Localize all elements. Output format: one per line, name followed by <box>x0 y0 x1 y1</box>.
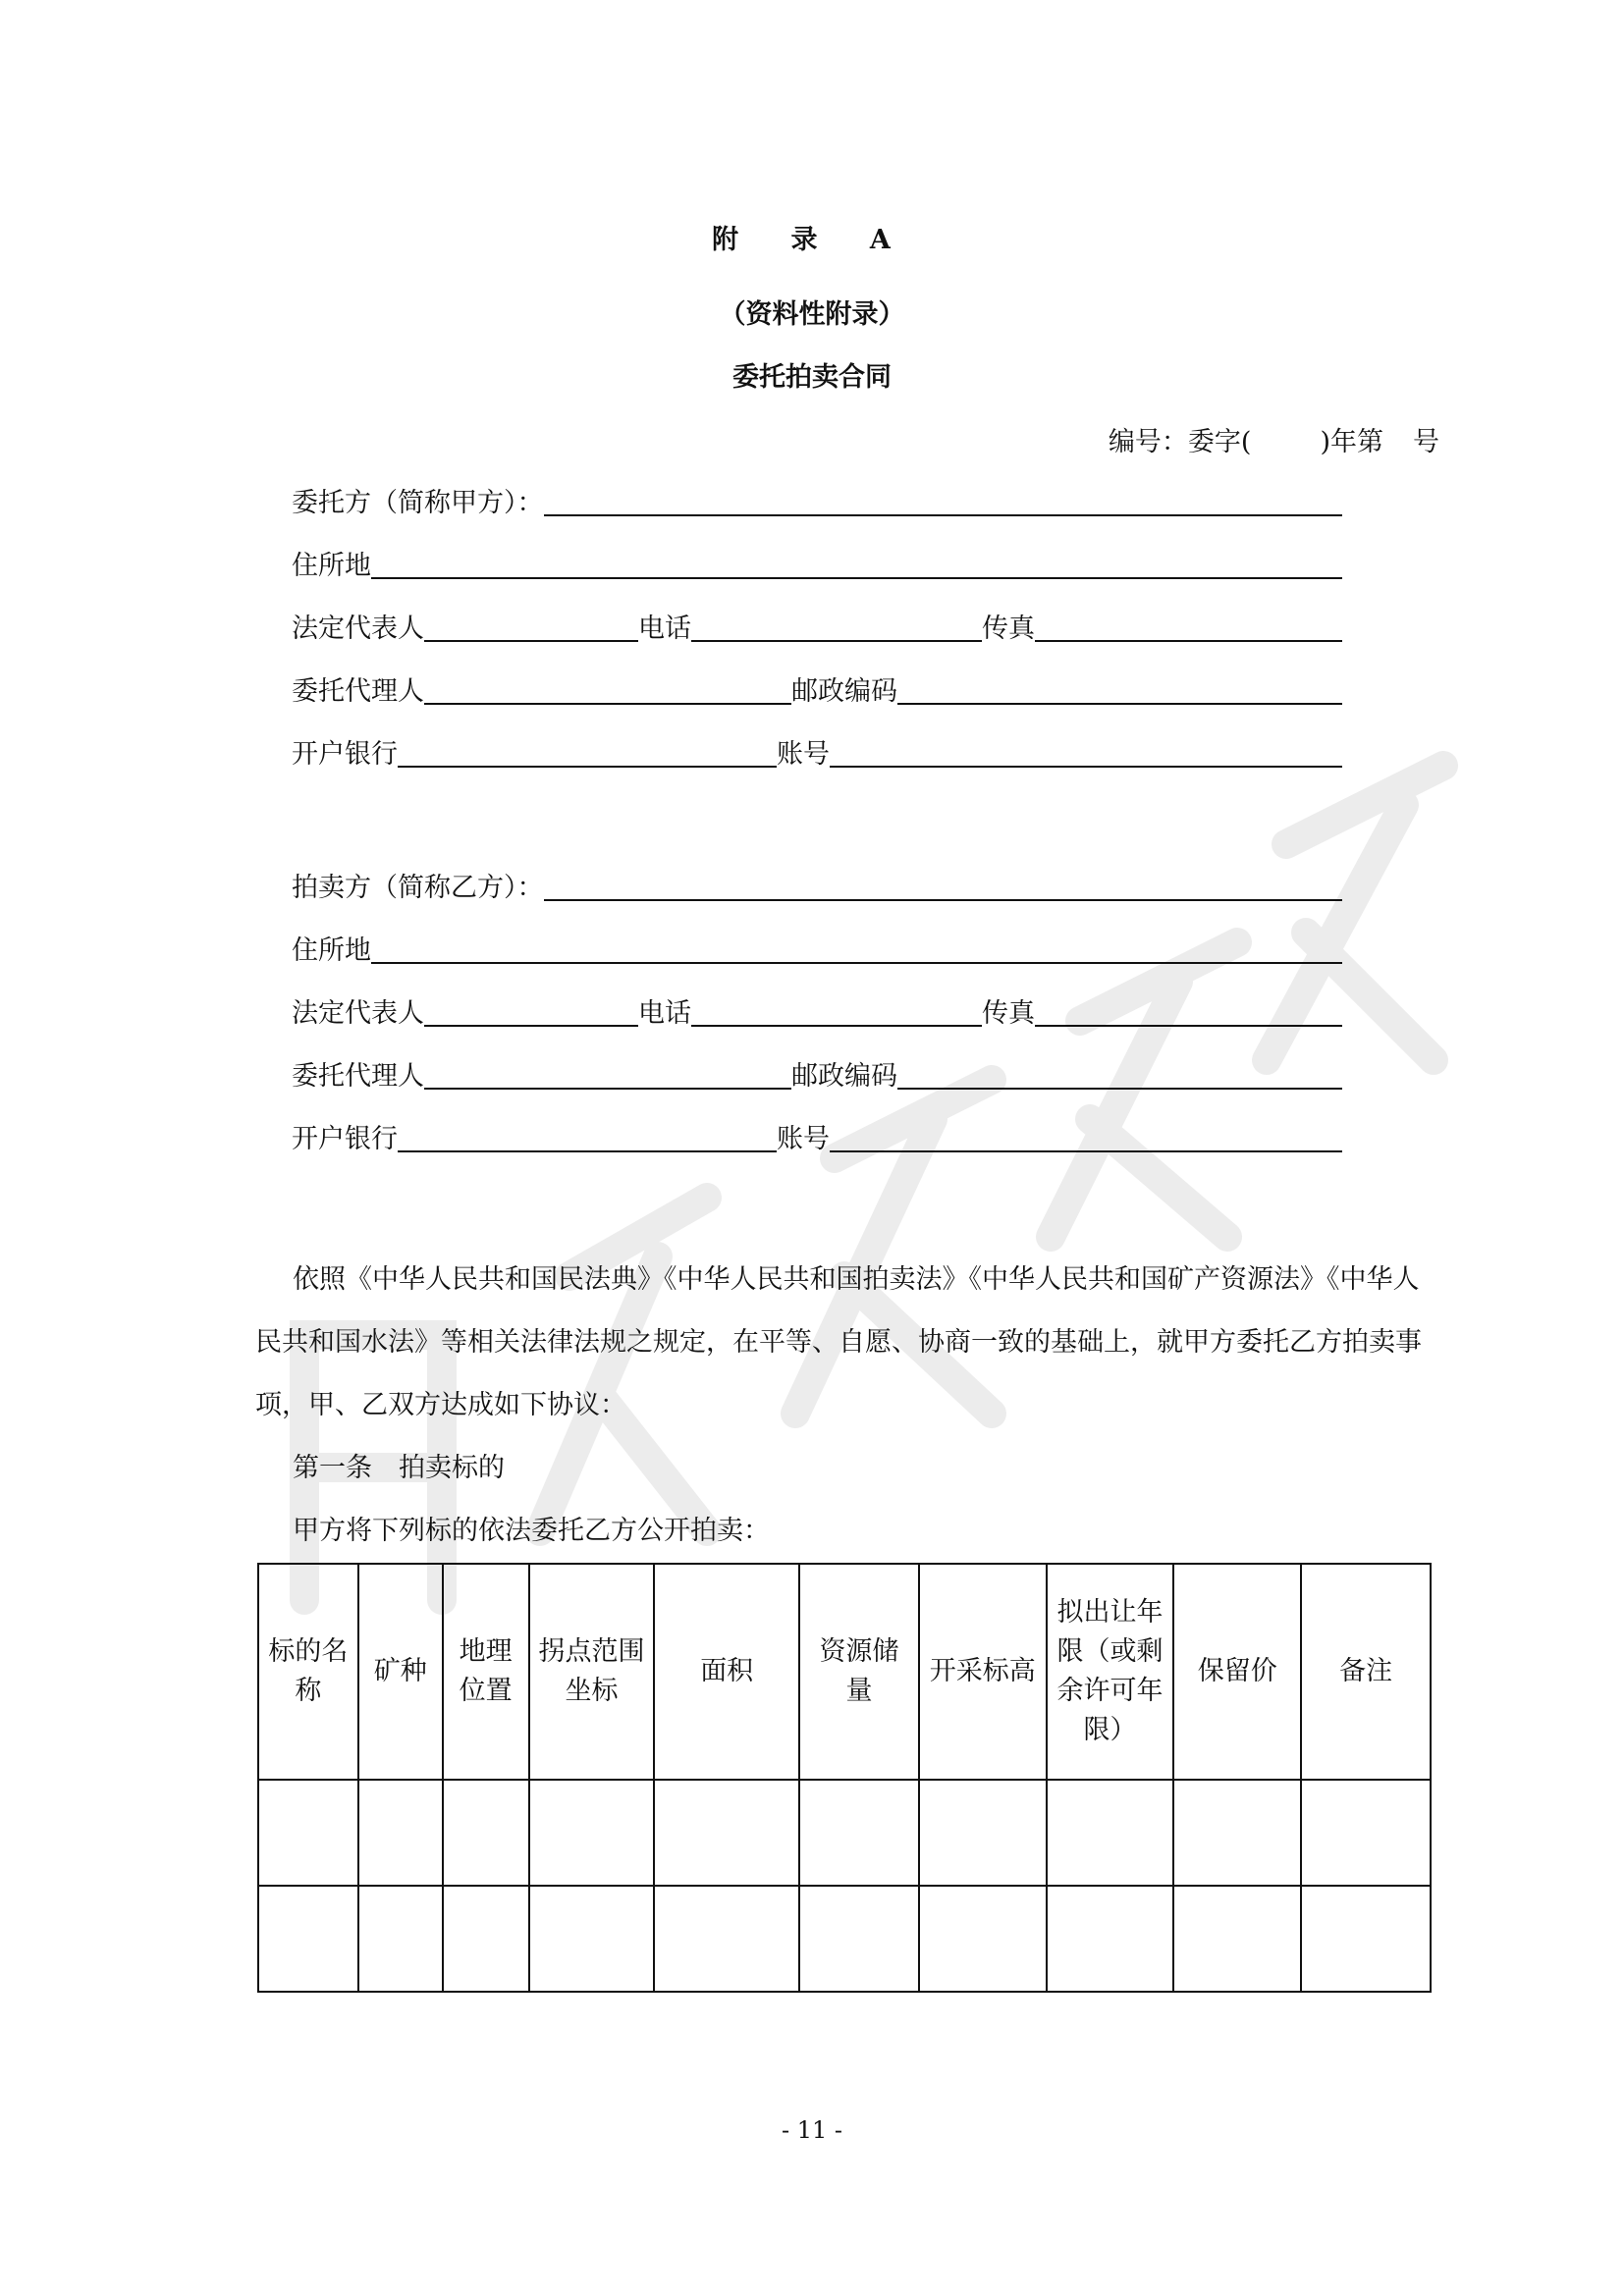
party-b-postcode-field[interactable] <box>897 1058 1342 1090</box>
col-header-coordinates: 拐点范围坐标 <box>529 1564 655 1780</box>
col-header-item-name: 标的名称 <box>258 1564 358 1780</box>
party-a-account-label: 账号 <box>777 739 830 770</box>
party-b-agent-label: 委托代理人 <box>292 1061 424 1092</box>
table-cell[interactable] <box>654 1780 799 1886</box>
appendix-heading: 附 录 A <box>712 225 912 255</box>
party-a-postcode-label: 邮政编码 <box>791 676 897 707</box>
party-b-bank-label: 开户银行 <box>292 1124 398 1154</box>
party-b-address-label: 住所地 <box>292 935 371 966</box>
party-a-fax-label: 传真 <box>982 614 1035 644</box>
table-cell[interactable] <box>1047 1780 1174 1886</box>
party-b-phone-field[interactable] <box>691 995 982 1027</box>
table-header-row <box>258 1564 1431 1780</box>
table-row <box>258 1780 1431 1886</box>
col-header-reserve-price: 保留价 <box>1173 1564 1301 1780</box>
party-a-account-field[interactable] <box>830 736 1342 768</box>
table-cell[interactable] <box>919 1886 1047 1992</box>
party-a-address-field[interactable] <box>371 548 1342 579</box>
party-b-agent-row <box>292 1060 1342 1094</box>
table-cell[interactable] <box>358 1780 443 1886</box>
col-header-area: 面积 <box>654 1564 799 1780</box>
col-header-elevation: 开采标高 <box>919 1564 1047 1780</box>
party-b-account-label: 账号 <box>777 1124 830 1154</box>
table-cell[interactable] <box>443 1780 529 1886</box>
table-row <box>258 1886 1431 1992</box>
table-cell[interactable] <box>1173 1780 1301 1886</box>
col-header-term: 拟出让年限（或剩余许可年限） <box>1047 1564 1174 1780</box>
table-cell[interactable] <box>799 1886 919 1992</box>
party-a-name-field[interactable] <box>544 485 1343 516</box>
party-a-postcode-field[interactable] <box>897 673 1342 705</box>
number-prefix: 编号：委字( <box>1108 427 1252 457</box>
party-b-postcode-label: 邮政编码 <box>791 1061 897 1092</box>
intro-paragraph: 依照《中华人民共和国民法典》《中华人民共和国拍卖法》《中华人民共和国矿产资源法》《中华人民共和国水法》等相关法律法规之规定，在平等、自愿、协商一致的基础上，就甲方委托乙方拍卖事项，甲、乙双方达成如下协议： <box>255 1264 1422 1420</box>
party-a-name-row <box>292 487 1342 520</box>
contract-title: 委托拍卖合同 <box>732 362 892 393</box>
party-b-name-row <box>292 872 1342 905</box>
col-header-location: 地理位置 <box>443 1564 529 1780</box>
party-a-bank-label: 开户银行 <box>292 739 398 770</box>
party-b-fax-label: 传真 <box>982 998 1035 1029</box>
party-a-address-row <box>292 550 1342 583</box>
party-a-fax-field[interactable] <box>1035 611 1342 642</box>
table-cell[interactable] <box>1301 1780 1431 1886</box>
party-a-name-label: 委托方（简称甲方）： <box>292 488 544 518</box>
table-cell[interactable] <box>529 1886 655 1992</box>
party-a-phone-label: 电话 <box>638 614 691 644</box>
col-header-mineral: 矿种 <box>358 1564 443 1780</box>
party-a-agent-row <box>292 675 1342 709</box>
article-1-heading: 第一条 拍卖标的 <box>293 1453 505 1483</box>
table-cell[interactable] <box>1301 1886 1431 1992</box>
page-number: - 11 - <box>781 2116 842 2144</box>
party-a-rep-label: 法定代表人 <box>292 614 424 644</box>
party-b-address-field[interactable] <box>371 933 1342 964</box>
party-b-bank-row <box>292 1123 1342 1156</box>
table-cell[interactable] <box>1173 1886 1301 1992</box>
party-b-agent-field[interactable] <box>424 1058 791 1090</box>
article-1-text: 甲方将下列标的依法委托乙方公开拍卖： <box>293 1516 770 1546</box>
number-mid: )年第 <box>1320 427 1383 457</box>
party-b-account-field[interactable] <box>830 1121 1342 1152</box>
table-cell[interactable] <box>529 1780 655 1886</box>
party-b-phone-label: 电话 <box>638 998 691 1029</box>
party-b-rep-row <box>292 997 1342 1031</box>
table-cell[interactable] <box>258 1886 358 1992</box>
contract-body <box>255 1249 1434 1563</box>
appendix-type: （资料性附录） <box>719 299 905 330</box>
table-cell[interactable] <box>919 1780 1047 1886</box>
party-a-agent-label: 委托代理人 <box>292 676 424 707</box>
party-a-rep-field[interactable] <box>424 611 638 642</box>
table-cell[interactable] <box>258 1780 358 1886</box>
table-cell[interactable] <box>654 1886 799 1992</box>
table-cell[interactable] <box>799 1780 919 1886</box>
party-a-bank-field[interactable] <box>398 736 777 768</box>
col-header-reserves: 资源储量 <box>799 1564 919 1780</box>
party-b-name-field[interactable] <box>544 870 1343 901</box>
number-suffix: 号 <box>1413 427 1439 457</box>
party-a-rep-row <box>292 613 1342 646</box>
table-cell[interactable] <box>1047 1886 1174 1992</box>
col-header-remarks: 备注 <box>1301 1564 1431 1780</box>
party-b-rep-field[interactable] <box>424 995 638 1027</box>
auction-items-table <box>257 1563 1432 1993</box>
party-a-bank-row <box>292 738 1342 772</box>
party-b-fax-field[interactable] <box>1035 995 1342 1027</box>
party-a-phone-field[interactable] <box>691 611 982 642</box>
party-b-rep-label: 法定代表人 <box>292 998 424 1029</box>
contract-number <box>1109 420 1439 458</box>
party-b-bank-field[interactable] <box>398 1121 777 1152</box>
party-a-address-label: 住所地 <box>292 551 371 581</box>
table-cell[interactable] <box>443 1886 529 1992</box>
party-b-address-row <box>292 934 1342 968</box>
party-a-agent-field[interactable] <box>424 673 791 705</box>
table-cell[interactable] <box>358 1886 443 1992</box>
party-b-name-label: 拍卖方（简称乙方）： <box>292 873 544 903</box>
